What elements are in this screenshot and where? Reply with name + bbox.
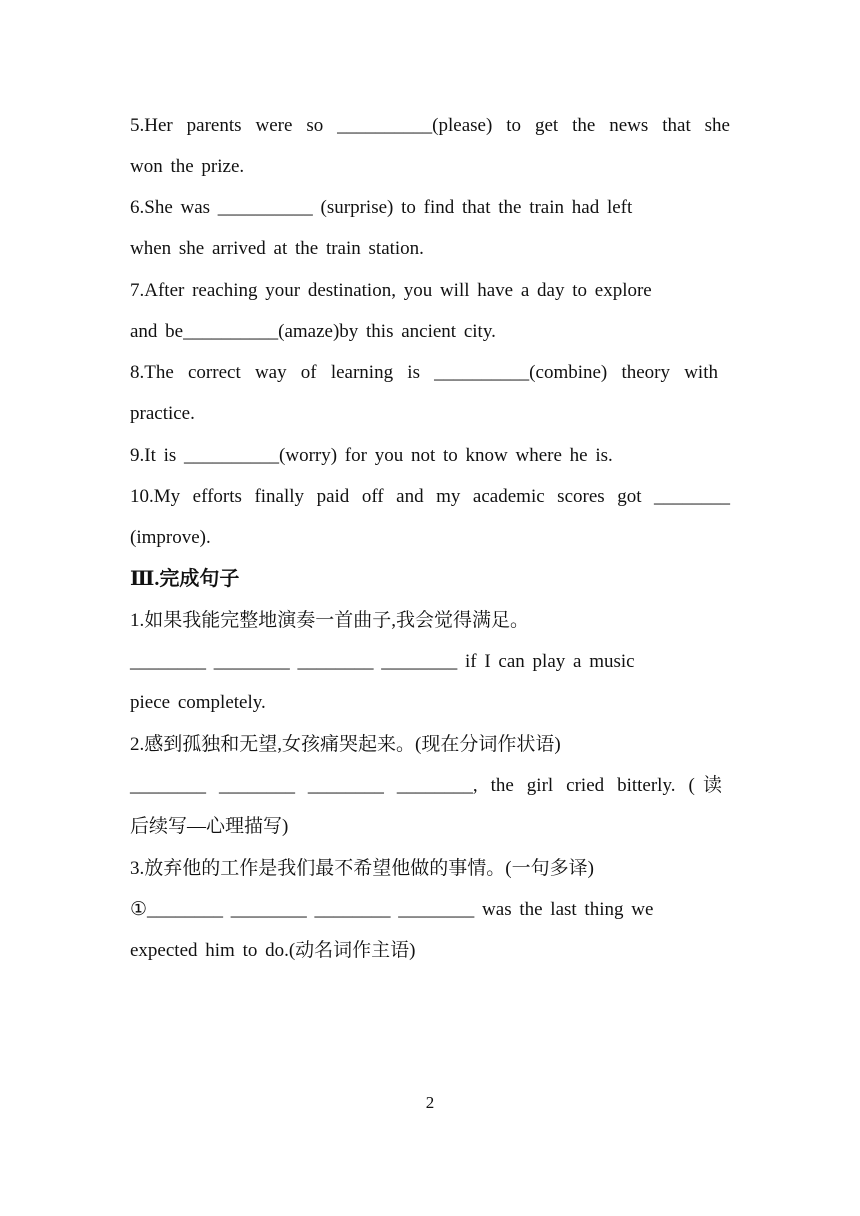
q6-line-1: 6.She was __________ (surprise) to find that the train had left xyxy=(130,197,633,218)
page-number: 2 xyxy=(425,1093,435,1112)
q10-line-2: (improve). xyxy=(130,527,211,548)
s2-answer-line-2: 后续写—心理描写) xyxy=(130,816,289,837)
s2-answer-line-1: ________ ________ ________ ________, the girl cried bitterly. (读 xyxy=(130,775,722,796)
section-heading: Ⅲ.完成句子 xyxy=(130,568,240,590)
q7-line-1: 7.After reaching your destination, you will have a day to explore xyxy=(130,280,652,301)
s1-answer-line-2: piece completely. xyxy=(130,692,266,713)
q7-line-2: and be__________(amaze)by this ancient city. xyxy=(130,321,496,342)
q9-line: 9.It is __________(worry) for you not to know where he is. xyxy=(130,445,613,466)
s2-prompt: 2.感到孤独和无望,女孩痛哭起来。(现在分词作状语) xyxy=(130,734,561,755)
q10-line-1: 10.My efforts finally paid off and my academic scores got ________ xyxy=(130,486,730,507)
q5-line-2: won the prize. xyxy=(130,156,245,177)
s3-answer-line-1: ①________ ________ ________ ________ was the last thing we xyxy=(130,899,654,920)
q8-line-2: practice. xyxy=(130,403,195,424)
s3-answer-line-2: expected him to do.(动名词作主语) xyxy=(130,940,416,961)
q5-line-1: 5.Her parents were so __________(please) to get the news that she xyxy=(130,115,730,136)
s1-answer-line-1: ________ ________ ________ ________ if I can play a music xyxy=(130,651,635,672)
s1-prompt: 1.如果我能完整地演奏一首曲子,我会觉得满足。 xyxy=(130,610,530,631)
q6-line-2: when she arrived at the train station. xyxy=(130,238,424,259)
s3-prompt: 3.放弃他的工作是我们最不希望他做的事情。(一句多译) xyxy=(130,858,594,879)
q8-line-1: 8.The correct way of learning is __________(combine) theory with xyxy=(130,362,718,383)
